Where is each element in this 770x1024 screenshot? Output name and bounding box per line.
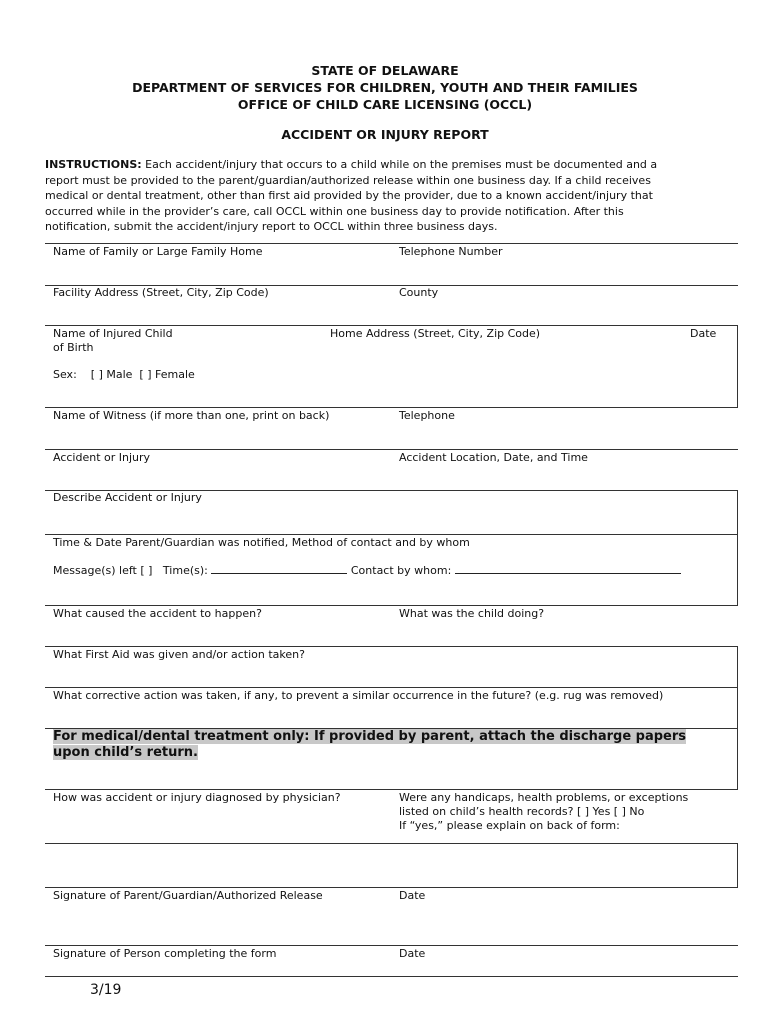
- row-divider: [45, 843, 738, 844]
- home-address-field[interactable]: Home Address (Street, City, Zip Code): [330, 327, 541, 340]
- medical-notice: For medical/dental treatment only: If provided by parent, attach the discharge papers upon child’s return.: [53, 729, 687, 760]
- male-checkbox[interactable]: [ ] Male: [90, 368, 133, 381]
- right-border: [737, 490, 738, 606]
- times-label: Time(s):: [162, 564, 208, 577]
- child-doing-field[interactable]: What was the child doing?: [399, 607, 545, 620]
- contact-by-whom-label: Contact by whom:: [350, 564, 452, 577]
- female-checkbox[interactable]: [ ] Female: [139, 368, 195, 381]
- handicaps-yes-no-checkboxes[interactable]: listed on child’s health records? [ ] Yes [ ] No: [399, 805, 645, 818]
- row-divider: [45, 243, 738, 244]
- diagnosed-by-physician-field[interactable]: How was accident or injury diagnosed by physician?: [53, 791, 341, 804]
- signature-parent-field[interactable]: Signature of Parent/Guardian/Authorized Release: [53, 889, 323, 902]
- what-caused-field[interactable]: What caused the accident to happen?: [53, 607, 262, 620]
- row-divider: [45, 887, 738, 888]
- row-divider: [45, 407, 738, 408]
- messages-left-checkbox[interactable]: Message(s) left [ ]: [53, 564, 153, 577]
- form-title: ACCIDENT OR INJURY REPORT: [281, 127, 489, 142]
- parent-notified-field[interactable]: Time & Date Parent/Guardian was notified, Method of contact and by whom: [53, 536, 470, 549]
- sex-row: [53, 368, 195, 382]
- of-birth-label: of Birth: [53, 341, 94, 354]
- accident-or-injury-field[interactable]: Accident or Injury: [53, 451, 151, 464]
- state-heading: STATE OF DELAWARE: [311, 63, 459, 78]
- department-heading: DEPARTMENT OF SERVICES FOR CHILDREN, YOUTH AND THEIR FAMILIES: [132, 80, 638, 95]
- times-input[interactable]: [211, 563, 347, 574]
- contact-by-whom-input[interactable]: [455, 563, 681, 574]
- row-divider: [45, 976, 738, 977]
- right-border: [737, 325, 738, 408]
- witness-name-field[interactable]: Name of Witness (if more than one, print on back): [53, 409, 330, 422]
- row-divider: [45, 534, 738, 535]
- county-field[interactable]: County: [399, 286, 439, 299]
- row-divider: [45, 449, 738, 450]
- row-divider: [45, 646, 738, 647]
- instructions-text: Each accident/injury that occurs to a child while on the premises must be documented and a report must be provided to the parent/guardian/authorized release within one business day. If a child receives medical or dental treatment, other than first aid provided by the provider, due to a known accident/injury that occurred while in the provider’s care, call OCCL within one business day to provide notification. After this notification, submit the accident/injury report to OCCL within three business days.: [45, 158, 658, 233]
- sex-label: Sex:: [53, 368, 77, 381]
- row-divider: [45, 687, 738, 688]
- instructions: [45, 157, 685, 235]
- signature-person-date-field[interactable]: Date: [399, 947, 426, 960]
- handicaps-question-line3: If “yes,” please explain on back of form:: [399, 819, 620, 832]
- accident-location-field[interactable]: Accident Location, Date, and Time: [399, 451, 588, 464]
- first-aid-field[interactable]: What First Aid was given and/or action taken?: [53, 648, 305, 661]
- telephone-number-field[interactable]: Telephone Number: [399, 245, 503, 258]
- row-divider: [45, 945, 738, 946]
- witness-telephone-field[interactable]: Telephone: [399, 409, 455, 422]
- signature-person-field[interactable]: Signature of Person completing the form: [53, 947, 277, 960]
- date-of-birth-field[interactable]: Date: [690, 327, 717, 340]
- family-home-name-field[interactable]: Name of Family or Large Family Home: [53, 245, 263, 258]
- right-border: [737, 646, 738, 790]
- row-divider: [45, 325, 738, 326]
- revision-date: 3/19: [90, 982, 122, 998]
- row-divider: [45, 605, 738, 606]
- row-divider: [45, 789, 738, 790]
- handicaps-question-line1: Were any handicaps, health problems, or exceptions: [399, 791, 689, 804]
- corrective-action-field[interactable]: What corrective action was taken, if any, to prevent a similar occurrence in the future? (e.g. rug was removed): [53, 689, 664, 702]
- office-heading: OFFICE OF CHILD CARE LICENSING (OCCL): [237, 97, 533, 112]
- describe-accident-field[interactable]: Describe Accident or Injury: [53, 491, 202, 504]
- contact-row: [53, 563, 681, 578]
- facility-address-field[interactable]: Facility Address (Street, City, Zip Code): [53, 286, 269, 299]
- injured-child-name-field[interactable]: Name of Injured Child: [53, 327, 173, 340]
- signature-parent-date-field[interactable]: Date: [399, 889, 426, 902]
- instructions-label: INSTRUCTIONS:: [45, 158, 142, 171]
- right-border: [737, 843, 738, 888]
